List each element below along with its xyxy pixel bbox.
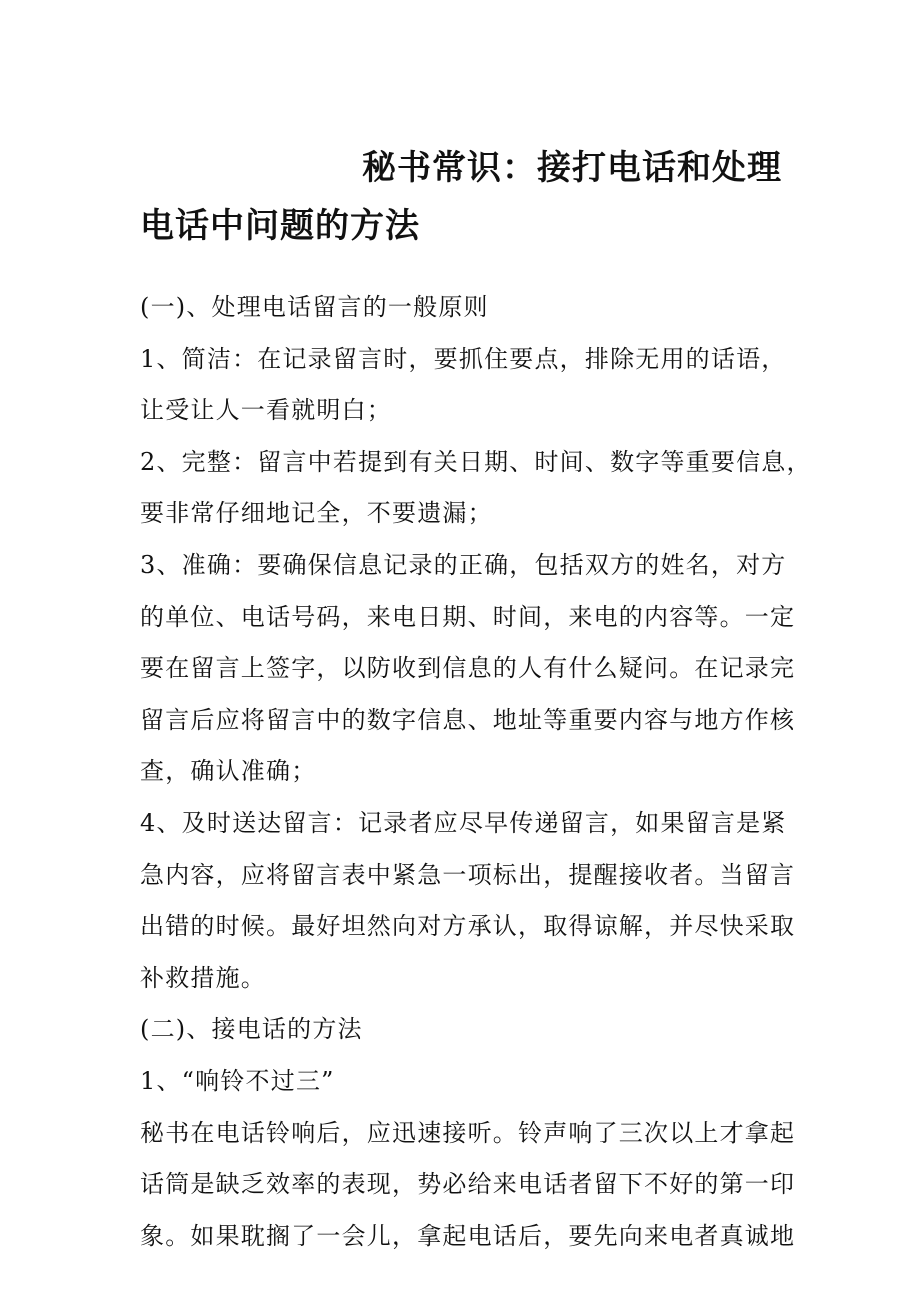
title-line-1: 秘书常识：接打电话和处理 — [362, 148, 782, 188]
text-line: 2、完整：留言中若提到有关日期、时间、数字等重要信息， — [140, 447, 812, 476]
text-line: 补救措施。 — [140, 963, 266, 992]
text-line: (一)、处理电话留言的一般原则 — [140, 293, 489, 321]
text-line: 查，确认准确； — [140, 757, 317, 786]
text-line: 急内容，应将留言表中紧急一项标出，提醒接收者。当留言 — [140, 860, 796, 889]
text-line: 要非常仔细地记全，不要遗漏； — [140, 499, 493, 528]
text-line: 话筒是缺乏效率的表现，势必给来电话者留下不好的第一印 — [140, 1170, 796, 1199]
text-line: 1、“响铃不过三” — [140, 1066, 335, 1095]
text-line: 4、及时送达留言：记录者应尽早传递留言，如果留言是紧 — [140, 808, 787, 837]
title-line-2: 电话中问题的方法 — [140, 206, 420, 246]
document-body — [140, 282, 820, 1262]
text-line: 的单位、电话号码，来电日期、时间，来电的内容等。一定 — [140, 602, 796, 631]
text-line: 留言后应将留言中的数字信息、地址等重要内容与地方作核 — [140, 705, 796, 734]
text-line: (二)、接电话的方法 — [140, 1015, 363, 1044]
text-line: 3、准确：要确保信息记录的正确，包括双方的姓名，对方 — [140, 550, 787, 579]
text-line: 出错的时候。最好坦然向对方承认，取得谅解，并尽快采取 — [140, 912, 796, 941]
text-line: 1、简洁：在记录留言时，要抓住要点，排除无用的话语， — [140, 344, 787, 373]
text-line: 秘书在电话铃响后，应迅速接听。铃声响了三次以上才拿起 — [140, 1118, 796, 1147]
text-line: 象。如果耽搁了一会儿，拿起电话后，要先向来电者真诚地 — [140, 1221, 796, 1250]
text-line: 要在留言上签字，以防收到信息的人有什么疑问。在记录完 — [140, 654, 796, 683]
text-line: 让受让人一看就明白； — [140, 396, 392, 425]
